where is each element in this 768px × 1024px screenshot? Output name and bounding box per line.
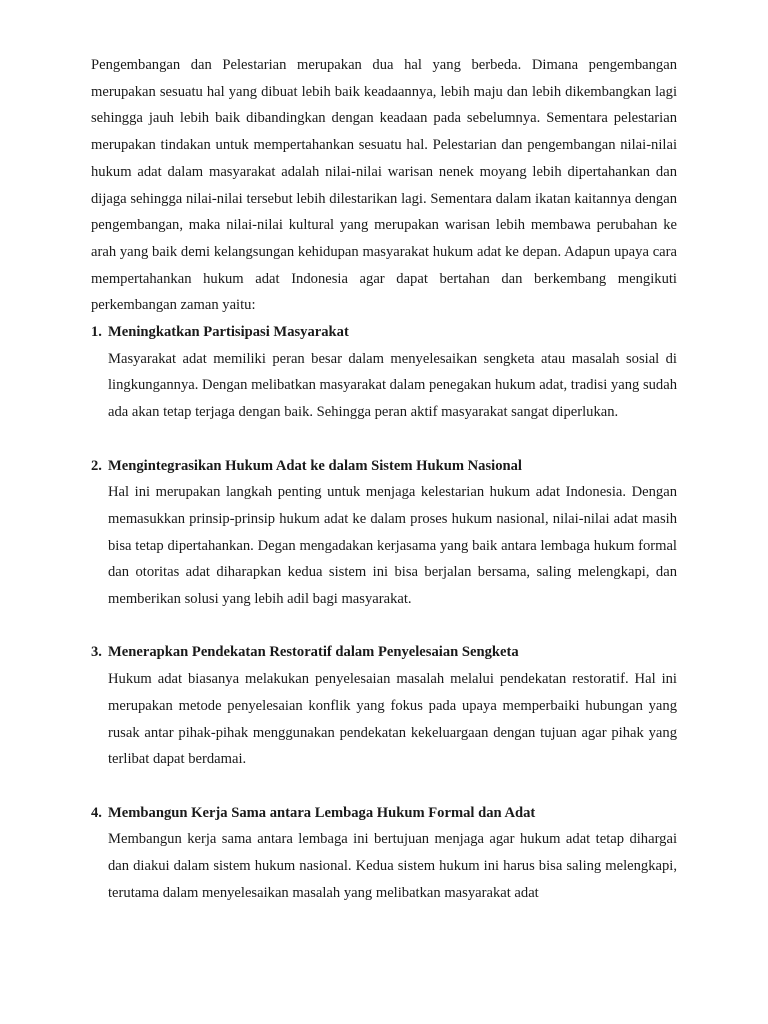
list-item: [91, 319, 677, 426]
list-item-title: Meningkatkan Partisipasi Masyarakat: [108, 324, 349, 341]
list-item: [91, 453, 677, 613]
list-item-body: Hal ini merupakan langkah penting untuk menjaga kelestarian hukum adat Indonesia. Dengan memasukkan prinsip-prinsip hukum adat ke dalam proses hukum nasional, nilai-nilai adat masih bisa tetap dipertahankan. Degan mengadakan kerjasama yang baik antara lembaga hukum formal dan otoritas adat diharapkan kedua sistem ini bisa berjalan bersama, saling melengkapi, dan memberikan solusi yang lebih adil bagi masyarakat.: [108, 484, 677, 608]
list-item-body: Masyarakat adat memiliki peran besar dalam menyelesaikan sengketa atau masalah sosial di lingkungannya. Dengan melibatkan masyarakat dalam penegakan hukum adat, tradisi yang sudah ada akan tetap terjaga dengan baik. Sehingga peran aktif masyarakat sangat diperlukan.: [108, 350, 677, 421]
list-item-title: Membangun Kerja Sama antara Lembaga Hukum Formal dan Adat: [108, 804, 536, 821]
list-item: [91, 639, 677, 773]
list-item-number: 4.: [91, 804, 102, 821]
list-item-title: Mengintegrasikan Hukum Adat ke dalam Sistem Hukum Nasional: [108, 457, 522, 474]
list-item-number: 1.: [91, 324, 102, 341]
list-item-heading: [91, 453, 677, 480]
numbered-list: [91, 319, 677, 906]
list-item-number: 3.: [91, 644, 102, 661]
list-item-body: Hukum adat biasanya melakukan penyelesaian masalah melalui pendekatan restoratif. Hal ini merupakan metode penyelesaian konflik yang fokus pada upaya memperbaiki hubungan yang rusak antar pihak-pihak menggunakan pendekatan kekeluargaan dengan tujuan agar pihak yang terlibat dapat berdamai.: [108, 671, 677, 768]
list-item-body: Membangun kerja sama antara lembaga ini bertujuan menjaga agar hukum adat tetap dihargai dan diakui dalam sistem hukum nasional. Kedua sistem hukum ini harus bisa saling melengkapi, terutama dalam menyelesaikan masalah yang melibatkan masyarakat adat: [108, 831, 677, 901]
list-item-title: Menerapkan Pendekatan Restoratif dalam Penyelesaian Sengketa: [108, 644, 519, 661]
list-item: [91, 800, 677, 907]
list-item-heading: [91, 319, 677, 346]
document-page: [91, 52, 677, 906]
intro-paragraph: Pengembangan dan Pelestarian merupakan dua hal yang berbeda. Dimana pengembangan merupakan sesuatu hal yang dibuat lebih baik keadaannya, lebih maju dan lebih dikembangkan lagi sehingga jauh lebih baik dibandingkan dengan keadaan pada sebelumnya. Sementara pelestarian merupakan tindakan untuk mempertahankan sesuatu hal. Pelestarian dan pengembangan nilai-nilai hukum adat dalam masyarakat adalah nilai-nilai warisan nenek moyang lebih dipertahankan dan dijaga sehingga nilai-nilai tersebut lebih dilestarikan lagi. Sementara dalam ikatan kaitannya dengan pengembangan, maka nilai-nilai kultural yang merupakan warisan lebih membawa perubahan ke arah yang baik demi kelangsungan kehidupan masyarakat hukum adat ke depan. Adapun upaya cara mempertahankan hukum adat Indonesia agar dapat bertahan dan berkembang mengikuti perkembangan zaman yaitu:: [91, 57, 677, 314]
list-item-number: 2.: [91, 457, 102, 474]
list-item-heading: [91, 800, 677, 827]
list-item-heading: [91, 639, 677, 666]
